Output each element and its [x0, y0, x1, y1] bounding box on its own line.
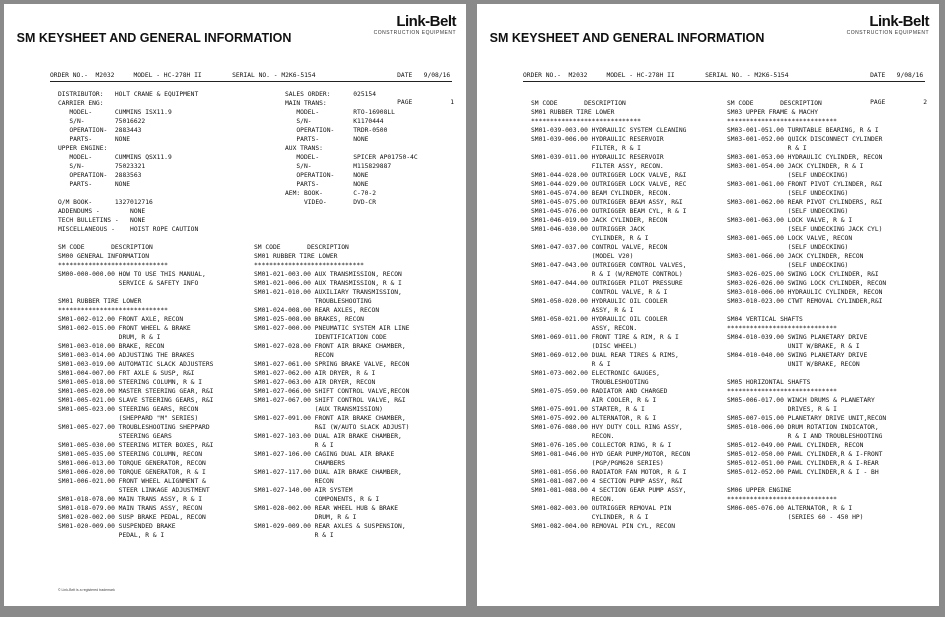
text-line: SM01-020-002.00 SUSP BRAKE PEDAL, RECON [58, 514, 206, 521]
text-line: SM03-001-054.00 JACK CYLINDER, R & I [727, 163, 864, 170]
date-value: 9/08/16 [423, 72, 451, 79]
page-label: PAGE [397, 99, 413, 106]
text-line: ASSY, RECON. [531, 325, 638, 332]
text-line: SM01-075-059.00 RADIATOR AND CHARGED [531, 388, 668, 395]
text-line: ***************************** [254, 262, 364, 269]
text-line: MODEL- CUMMINS QSX11.9 [58, 154, 172, 161]
text-line: ADDENDUMS - NONE [58, 208, 146, 215]
text-line: SM01-018-079.00 MAIN TRANS ASSY, RECON [58, 505, 203, 512]
text-line: SM01-039-003.00 HYDRAULIC SYSTEM CLEANING [531, 127, 687, 134]
text-line: S/N- 75023321 [58, 163, 146, 170]
order-label: ORDER NO.- [50, 72, 88, 79]
text-line: SM01-027-062.00 AIR DRYER, R & I [254, 370, 376, 377]
text-line: SM03-010-023.00 CTWT REMOVAL CYLINDER,R&I [727, 298, 883, 305]
text-line: SM01-002-015.00 FRONT WHEEL & BRAKE [58, 325, 191, 332]
text-line: SM01-006-020.00 TORQUE GENERATOR, R & I [58, 469, 206, 476]
text-line: AEM: BOOK- C-70-2 [285, 190, 376, 197]
text-line: SM03-010-006.00 HYDRAULIC CYLINDER, RECON [727, 289, 883, 296]
model-value: HC-278H II [163, 72, 202, 79]
text-line: SM01-081-046.00 HYD GEAR PUMP/MOTOR, RECON [531, 451, 691, 458]
text-line: ***************************** [58, 262, 168, 269]
serial-value: M2K6-5154 [281, 72, 316, 79]
text-line: OPERATION- 2883443 [58, 127, 142, 134]
text-line: (SERIES 60 - 450 HP) [727, 514, 864, 521]
text-line: SM01-005-035.00 STEERING COLUMN, RECON [58, 451, 203, 458]
brand-name: Link-Belt [869, 13, 929, 30]
text-line: SM01-082-003.00 OUTRIGGER REMOVAL PIN [531, 505, 672, 512]
text-line: OPERATION- TRDR-0500 [285, 127, 388, 134]
text-line: CYLINDER, R & I [531, 514, 649, 521]
text-line: SM01-039-006.00 HYDRAULIC RESERVOIR [531, 136, 664, 143]
page-number: 2 [923, 99, 927, 106]
text-line: SM04-010-040.00 SWING PLANETARY DRIVE [727, 352, 868, 359]
text-line: SERVICE & SAFETY INFO [58, 280, 199, 287]
text-line: SM03-001-052.00 QUICK DISCONNECT CYLINDER [727, 136, 883, 143]
text-line: TROUBLESHOOTING [531, 379, 649, 386]
text-line: OPERATION- NONE [285, 172, 369, 179]
text-line: SM01-050-020.00 HYDRAULIC OIL COOLER [531, 298, 668, 305]
text-line: SM00 GENERAL INFORMATION [58, 253, 149, 260]
text-line: SM01-044-028.00 OUTRIGGER LOCK VALVE, R&I [531, 172, 687, 179]
text-line: DRIVES, R & I [727, 406, 837, 413]
text-line: ASSY, R & I [531, 307, 634, 314]
model-label: MODEL - [133, 72, 160, 79]
text-line: SM01-003-014.00 ADJUSTING THE BRAKES [58, 352, 195, 359]
text-line: SM01-020-009.00 SUSPENDED BRAKE [58, 523, 176, 530]
text-line: (SELF UNDECKING) [727, 262, 849, 269]
text-line: S/N- 75016622 [58, 118, 146, 125]
text-line: SM00-000-000.00 HOW TO USE THIS MANUAL, [58, 271, 206, 278]
text-line: SM01-024-008.00 REAR AXLES, RECON [254, 307, 380, 314]
text-line: CHAMBERS [254, 460, 345, 467]
text-line: SM01-069-011.00 FRONT TIRE & RIM, R & I [531, 334, 679, 341]
text-line: SM03-001-065.00 LOCK VALVE, RECON [727, 235, 853, 242]
text-line: UPPER ENGINE: [58, 145, 108, 152]
text-line: STEERING GEARS [58, 433, 172, 440]
text-line: SM01-045-074.00 BEAM CYLINDER, RECON. [531, 190, 672, 197]
model-value: HC-278H II [636, 72, 675, 79]
header-divider [523, 81, 925, 82]
text-line: SM CODE DESCRIPTION [254, 244, 349, 251]
order-row [523, 71, 939, 80]
serial-label: SERIAL NO. - [232, 72, 278, 79]
text-line: SM01-002-012.00 FRONT AXLE, RECON [58, 316, 184, 323]
text-line: SM01-076-105.00 COLLECTOR RING, R & I [531, 442, 672, 449]
text-line: PARTS- NONE [285, 181, 369, 188]
text-line: SM01-073-002.00 ELECTRONIC GAUGES, [531, 370, 660, 377]
text-line: RECON [254, 478, 334, 485]
text-line: CONTROL VALVE, R & I [531, 289, 668, 296]
text-line: SM01 RUBBER TIRE LOWER [531, 109, 615, 116]
brand-logo [372, 14, 456, 36]
brand-subtitle: CONSTRUCTION EQUIPMENT [846, 30, 929, 36]
text-line: AUX TRANS: [285, 145, 323, 152]
text-line [727, 477, 886, 486]
text-line: SM01-046-030.00 OUTRIGGER JACK [531, 226, 645, 233]
text-line: ***************************** [727, 388, 837, 395]
text-line: R & I (W/REMOTE CONTROL) [531, 271, 683, 278]
text-line: (AUX TRANSMISSION) [254, 406, 383, 413]
text-line: SM CODE DESCRIPTION [727, 100, 822, 107]
serial-label: SERIAL NO. - [705, 72, 751, 79]
document-page-1 [4, 4, 466, 606]
text-line: DRUM, R & I [58, 334, 161, 341]
text-line [58, 189, 198, 198]
text-line: SALES ORDER: 025154 [285, 91, 376, 98]
text-line: SM01-005-030.00 STEERING MITER BOXES, R&I [58, 442, 214, 449]
text-line: SM01-018-078.00 MAIN TRANS ASSY, R & I [58, 496, 203, 503]
text-line: SM01-044-029.00 OUTRIGGER LOCK VALVE, REC [531, 181, 687, 188]
text-line: SM01-027-091.00 FRONT AIR BRAKE CHAMBER, [254, 415, 406, 422]
text-line: SM01-047-037.00 CONTROL VALVE, RECON [531, 244, 668, 251]
brand-subtitle: CONSTRUCTION EQUIPMENT [373, 30, 456, 36]
text-line: SM05-007-015.00 PLANETARY DRIVE UNIT,RECON [727, 415, 887, 422]
date-label: DATE [397, 72, 413, 79]
text-line: PARTS- NONE [285, 136, 369, 143]
text-line: (SELF UNDECKING) [727, 172, 849, 179]
text-line: SM01-005-023.00 STEERING GEARS, RECON [58, 406, 199, 413]
text-line: O/M BOOK- 1327012716 [58, 199, 153, 206]
text-line: R & I [531, 361, 611, 368]
text-line [727, 369, 886, 378]
sm-column-2 [727, 99, 886, 522]
text-line: SM01-050-021.00 HYDRAULIC OIL COOLER [531, 316, 668, 323]
text-line: (DISC WHEEL) [531, 343, 638, 350]
order-value: M2032 [568, 72, 588, 79]
text-line: SM01-075-091.00 STARTER, R & I [531, 406, 645, 413]
serial-value: M2K6-5154 [754, 72, 789, 79]
text-line: SM01-076-080.00 HVY DUTY COLL RING ASSY, [531, 424, 683, 431]
text-line: (SELF UNDECKING) [727, 208, 849, 215]
text-line: SM01-081-056.00 RADIATOR FAN MOTOR, R & I [531, 469, 687, 476]
text-line: SM CODE DESCRIPTION [531, 100, 626, 107]
text-line: SM01-027-063.00 AIR DRYER, RECON [254, 379, 376, 386]
text-line: SM01-021-003.00 AUX TRANSMISSION, RECON [254, 271, 402, 278]
text-line: SM01-027-028.00 FRONT AIR BRAKE CHAMBER, [254, 343, 406, 350]
order-label: ORDER NO.- [523, 72, 561, 79]
text-line: SM05 HORIZONTAL SHAFTS [727, 379, 811, 386]
text-line: ***************************** [727, 325, 837, 332]
text-line: SM01-045-076.00 OUTRIGGER BEAM CYL, R & I [531, 208, 687, 215]
sm-column-1 [531, 99, 690, 531]
text-line: S/N- M115829887 [285, 163, 392, 170]
text-line: SM05-010-006.00 DRUM ROTATION INDICATOR, [727, 424, 879, 431]
text-line: SM01-021-006.00 AUX TRANSMISSION, R & I [254, 280, 402, 287]
text-line: DISTRIBUTOR: HOLT CRANE & EQUIPMENT [58, 91, 199, 98]
text-line: SM06 UPPER ENGINE [727, 487, 792, 494]
text-line: SM01-069-012.00 DUAL REAR TIRES & RIMS, [531, 352, 679, 359]
text-line: VIDEO- DVD-CR [285, 199, 376, 206]
text-line: SM03-001-063.00 LOCK VALVE, R & I [727, 217, 853, 224]
text-line: PARTS- NONE [58, 181, 131, 188]
text-line: SM01-028-002.00 REAR WHEEL HUB & BRAKE [254, 505, 399, 512]
text-line: SM01-047-043.00 OUTRIGGER CONTROL VALVES, [531, 262, 687, 269]
text-line: SM01-027-117.00 DUAL AIR BRAKE CHAMBER, [254, 469, 402, 476]
order-value: M2032 [95, 72, 115, 79]
text-line: SM01-005-020.00 MASTER STEERING GEAR, R&I [58, 388, 214, 395]
text-line: SM05-012-051.00 PAWL CYLINDER,R & I-REAR [727, 460, 879, 467]
date-label: DATE [870, 72, 886, 79]
text-line: SM01-081-087.00 4 SECTION PUMP ASSY, R&I [531, 478, 683, 485]
text-line: IDENTIFICATION CODE [254, 334, 387, 341]
text-line: SM01-025-008.00 BRAKES, RECON [254, 316, 364, 323]
text-line: SM03-026-025.00 SWING LOCK CYLINDER, R&I [727, 271, 879, 278]
text-line: SM04 VERTICAL SHAFTS [727, 316, 803, 323]
text-line: SM03-026-026.00 SWING LOCK CYLINDER, RECON [727, 280, 887, 287]
sm-column-1 [58, 243, 213, 540]
page-title: SM KEYSHEET AND GENERAL INFORMATION [16, 31, 292, 45]
text-line: SM03 UPPER FRAME & MACHY [727, 109, 818, 116]
text-line: TROUBLESHOOTING [254, 298, 372, 305]
text-line: RECON [254, 352, 334, 359]
date-value: 9/08/16 [896, 72, 924, 79]
text-line: SM01-005-027.00 TROUBLESHOOTING SHEPPARD [58, 424, 210, 431]
text-line: MODEL- SPICER AP01750-4C [285, 154, 418, 161]
text-line: ***************************** [727, 496, 837, 503]
text-line: MISCELLANEOUS - HOIST ROPE CAUTION [58, 226, 199, 233]
text-line: SM01-029-009.00 REAR AXLES & SUSPENSION, [254, 523, 406, 530]
text-line: SM01-039-011.00 HYDRAULIC RESERVOIR [531, 154, 664, 161]
page-title: SM KEYSHEET AND GENERAL INFORMATION [489, 31, 765, 45]
text-line: SM01-027-066.00 SHIFT CONTROL VALVE,RECON [254, 388, 410, 395]
document-page-2 [477, 4, 939, 606]
text-line: DRUM, R & I [254, 514, 357, 521]
text-line: SM04-010-039.00 SWING PLANETARY DRIVE [727, 334, 868, 341]
text-line: SM01-027-103.00 DUAL AIR BRAKE CHAMBER, [254, 433, 402, 440]
text-line: COMPONENTS, R & I [254, 496, 380, 503]
text-line: SM03-001-053.00 HYDRAULIC CYLINDER, RECON [727, 154, 883, 161]
footer-trademark: © Link-Belt is a registered trademark [58, 588, 115, 592]
text-line: OPERATION- 2883563 [58, 172, 142, 179]
text-line: ***************************** [58, 307, 168, 314]
text-line: SM01-027-061.00 SPRING BRAKE VALVE, RECON [254, 361, 410, 368]
text-line: R & I [727, 145, 807, 152]
text-line: RECON. [531, 496, 615, 503]
text-line: CYLINDER, R & I [531, 235, 649, 242]
text-line: SM CODE DESCRIPTION [58, 244, 153, 251]
text-line: UNIT W/BRAKE, R & I [727, 343, 860, 350]
text-line: SM01-004-007.00 FRT AXLE & SUSP, R&I [58, 370, 195, 377]
text-line: FILTER ASSY, RECON. [531, 163, 664, 170]
text-line: S/N- K1170444 [285, 118, 384, 125]
order-row [50, 71, 466, 80]
text-line: (PGP/PGM620 SERIES) [531, 460, 664, 467]
text-line: UNIT W/BRAKE, RECON [727, 361, 860, 368]
text-line: SM05-006-017.00 WINCH DRUMS & PLANETARY [727, 397, 875, 404]
text-line: SM01-027-000.00 PNEUMATIC SYSTEM AIR LINE [254, 325, 410, 332]
page-label: PAGE [870, 99, 886, 106]
text-line: SM01-027-140.00 AIR SYSTEM [254, 487, 353, 494]
text-line: SM01-082-004.00 REMOVAL PIN CYL, RECON [531, 523, 676, 530]
info-left-block [58, 90, 198, 234]
text-line: ***************************** [727, 118, 837, 125]
text-line: SM03-001-066.00 JACK CYLINDER, RECON [727, 253, 864, 260]
text-line: SM01-081-088.00 4 SECTION GEAR PUMP ASSY, [531, 487, 687, 494]
text-line: R&I (W/AUTO SLACK ADJUST) [254, 424, 410, 431]
text-line: STEER LINKAGE ADJUSTMENT [58, 487, 210, 494]
text-line: R & I AND TROUBLESHOOTING [727, 433, 883, 440]
text-line: (MODEL V20) [531, 253, 634, 260]
text-line: SM05-012-049.00 PAWL CYLINDER, RECON [727, 442, 864, 449]
text-line [58, 288, 213, 297]
text-line: SM01-005-021.00 SLAVE STEERING GEARS, R&I [58, 397, 214, 404]
info-right-block [285, 90, 418, 207]
text-line: PARTS- NONE [58, 136, 131, 143]
text-line: SM06-005-076.00 ALTERNATOR, R & I [727, 505, 853, 512]
sm-column-2 [254, 243, 409, 540]
text-line: SM01-075-092.00 ALTERNATOR, R & I [531, 415, 657, 422]
text-line: SM03-001-062.00 REAR PIVOT CYLINDERS, R&I [727, 199, 883, 206]
text-line: (SHEPPARD "M" SERIES) [58, 415, 199, 422]
text-line: FILTER, R & I [531, 145, 641, 152]
text-line: (SELF UNDECKING) [727, 244, 849, 251]
text-line: AIR COOLER, R & I [531, 397, 657, 404]
text-line: SM01-006-021.00 FRONT WHEEL ALIGNMENT & [58, 478, 206, 485]
text-line: (SELF UNDECKING JACK CYL) [727, 226, 883, 233]
text-line: RECON. [531, 433, 615, 440]
text-line: SM01-027-106.00 CAGING DUAL AIR BRAKE [254, 451, 395, 458]
text-line: SM01-003-010.00 BRAKE, RECON [58, 343, 165, 350]
header-divider [50, 81, 452, 82]
text-line: SM01 RUBBER TIRE LOWER [58, 298, 142, 305]
model-label: MODEL - [606, 72, 633, 79]
text-line: SM05-012-052.00 PAWL CYLINDER,R & I - BH [727, 469, 879, 476]
text-line: TECH BULLETINS - NONE [58, 217, 146, 224]
text-line: PEDAL, R & I [58, 532, 165, 539]
page-number: 1 [450, 99, 454, 106]
text-line: SM01-046-019.00 JACK CYLINDER, RECON [531, 217, 668, 224]
text-line: SM01-047-044.00 OUTRIGGER PILOT PRESSURE [531, 280, 683, 287]
brand-logo [845, 14, 929, 36]
text-line: SM01-006-013.00 TORQUE GENERATOR, RECON [58, 460, 206, 467]
text-line: (SELF UNDECKING) [727, 190, 849, 197]
text-line: SM01-005-018.00 STEERING COLUMN, R & I [58, 379, 203, 386]
text-line: MODEL- CUMMINS ISX11.9 [58, 109, 172, 116]
text-line: SM01-021-010.00 AUXILIARY TRANSMISSION, [254, 289, 402, 296]
text-line [727, 306, 886, 315]
text-line: SM01-027-067.00 SHIFT CONTROL VALVE, R&I [254, 397, 406, 404]
text-line: SM05-012-050.00 PAWL CYLINDER,R & I-FRONT [727, 451, 883, 458]
text-line: R & I [254, 442, 334, 449]
text-line: SM03-001-051.00 TURNTABLE BEARING, R & I [727, 127, 879, 134]
text-line: MODEL- RTO-16908LL [285, 109, 395, 116]
text-line: ***************************** [531, 118, 641, 125]
text-line: SM01-003-019.00 AUTOMATIC SLACK ADJUSTERS [58, 361, 214, 368]
text-line: R & I [254, 532, 334, 539]
text-line: CARRIER ENG: [58, 100, 104, 107]
brand-name: Link-Belt [396, 13, 456, 30]
text-line: SM01 RUBBER TIRE LOWER [254, 253, 338, 260]
text-line: SM01-045-075.00 OUTRIGGER BEAM ASSY, R&I [531, 199, 683, 206]
text-line: MAIN TRANS: [285, 100, 327, 107]
text-line: SM03-001-061.00 FRONT PIVOT CYLINDER, R&I [727, 181, 883, 188]
